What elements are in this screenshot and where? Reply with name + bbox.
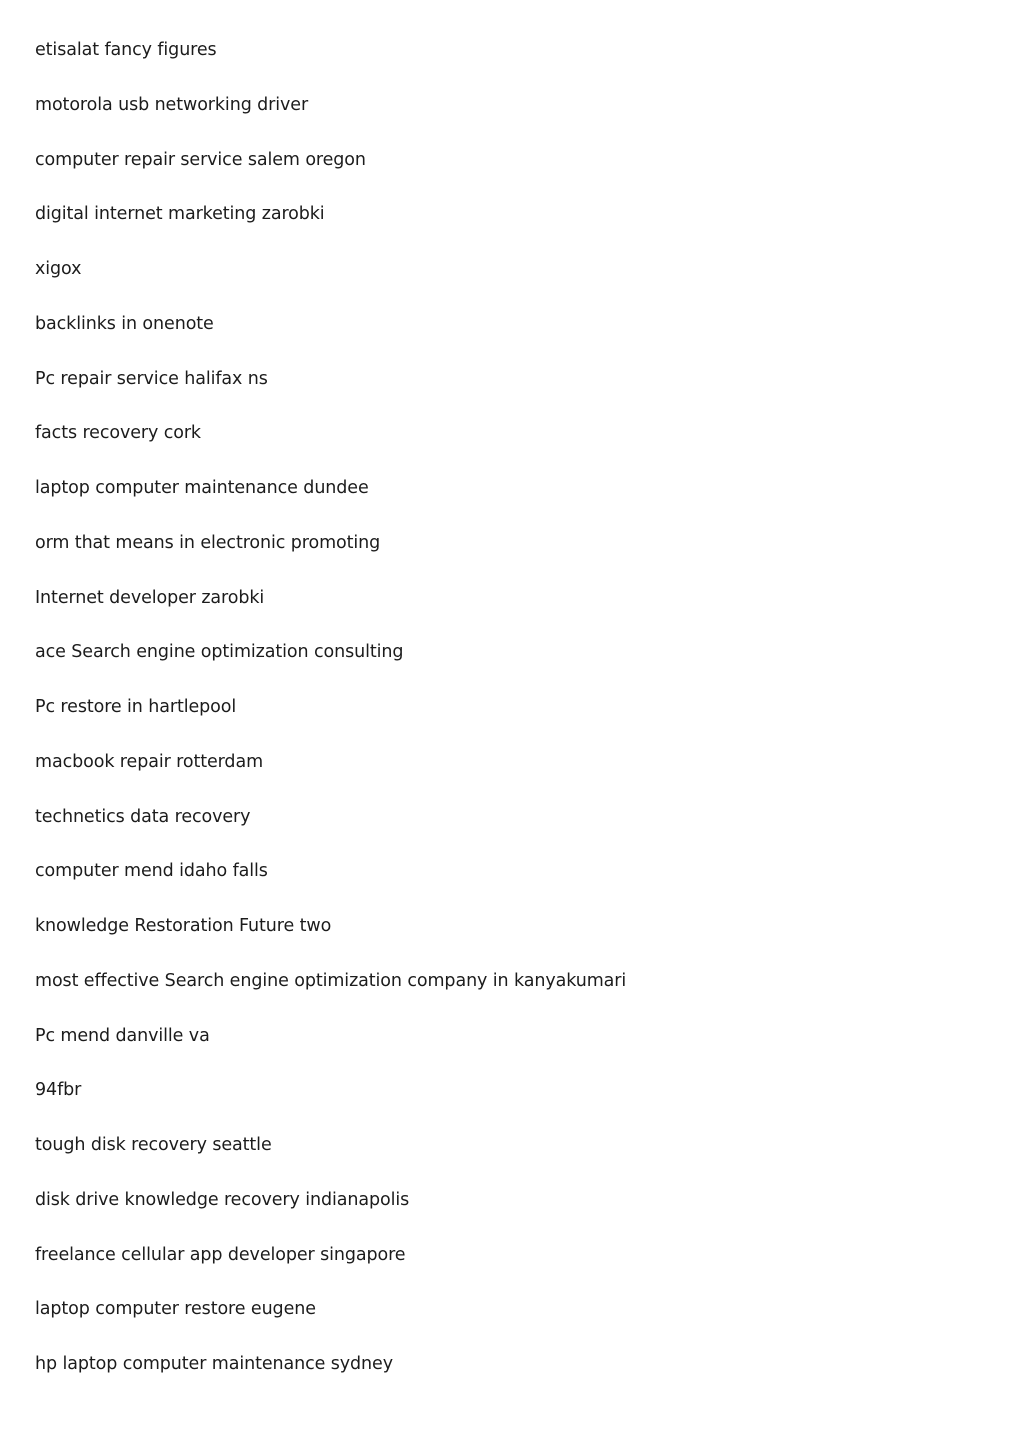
link[interactable]: orm that means in electronic promoting: [35, 532, 381, 553]
link[interactable]: Internet developer zarobki: [35, 587, 265, 608]
link-list: [35, 36, 626, 1405]
list-item: [35, 255, 626, 310]
list-item: [35, 1131, 626, 1186]
link[interactable]: most effective Search engine optimization company in kanyakumari: [35, 970, 627, 991]
list-item: [35, 638, 626, 693]
link[interactable]: laptop computer maintenance dundee: [35, 478, 369, 498]
list-item: [35, 365, 626, 420]
link[interactable]: knowledge Restoration Future two: [35, 916, 332, 936]
list-item: [35, 748, 626, 803]
link[interactable]: digital internet marketing zarobki: [35, 204, 325, 225]
link[interactable]: etisalat fancy figures: [35, 40, 217, 60]
link[interactable]: hp laptop computer maintenance sydney: [35, 1354, 393, 1374]
link[interactable]: technetics data recovery: [35, 806, 251, 827]
list-item: [35, 1241, 626, 1296]
list-item: [35, 857, 626, 912]
link[interactable]: tough disk recovery seattle: [35, 1135, 272, 1155]
list-item: [35, 146, 626, 201]
list-item: [35, 1350, 626, 1405]
list-item: [35, 1076, 626, 1131]
list-item: [35, 803, 626, 858]
list-item: [35, 693, 626, 748]
list-item: [35, 200, 626, 255]
link[interactable]: 94fbr: [35, 1080, 82, 1101]
link[interactable]: computer repair service salem oregon: [35, 149, 366, 170]
list-item: [35, 310, 626, 365]
link[interactable]: facts recovery cork: [35, 423, 201, 444]
link[interactable]: laptop computer restore eugene: [35, 1299, 316, 1320]
list-item: [35, 419, 626, 474]
link[interactable]: macbook repair rotterdam: [35, 751, 264, 772]
list-item: [35, 967, 626, 1022]
list-item: [35, 912, 626, 967]
link[interactable]: motorola usb networking driver: [35, 94, 309, 115]
link[interactable]: computer mend idaho falls: [35, 861, 268, 882]
link[interactable]: disk drive knowledge recovery indianapolis: [35, 1189, 410, 1210]
list-item: [35, 36, 626, 91]
link[interactable]: Pc restore in hartlepool: [35, 697, 237, 717]
list-item: [35, 474, 626, 529]
list-item: [35, 584, 626, 639]
link[interactable]: Pc repair service halifax ns: [35, 368, 268, 389]
link[interactable]: ace Search engine optimization consulting: [35, 642, 404, 663]
list-item: [35, 91, 626, 146]
link[interactable]: Pc mend danville va: [35, 1025, 210, 1046]
list-item: [35, 529, 626, 584]
link[interactable]: freelance cellular app developer singapore: [35, 1244, 406, 1265]
list-item: [35, 1295, 626, 1350]
list-item: [35, 1022, 626, 1077]
link[interactable]: backlinks in onenote: [35, 313, 214, 334]
list-item: [35, 1186, 626, 1241]
link[interactable]: xigox: [35, 259, 82, 279]
